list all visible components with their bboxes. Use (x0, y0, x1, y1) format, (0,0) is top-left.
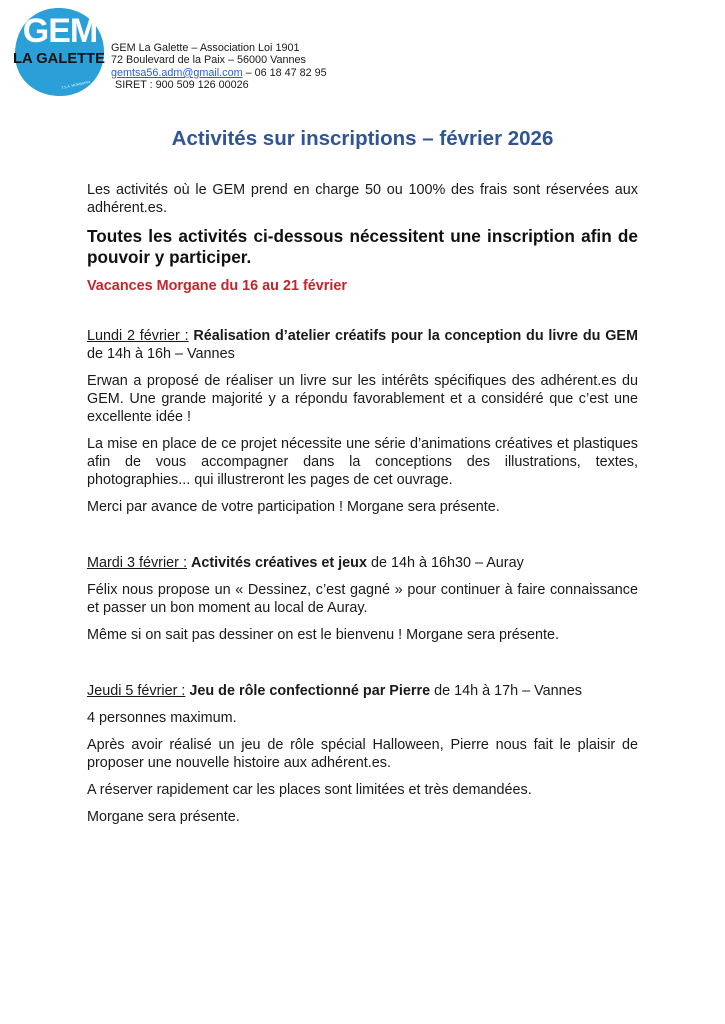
event-name: Jeu de rôle confectionné par Pierre (189, 683, 431, 699)
event-paragraph: Merci par avance de votre participation ! Morgane sera présente. (87, 499, 500, 515)
event-thursday (87, 682, 638, 826)
logo-tagline-text: T.S.A. MORBIHAN (61, 80, 91, 91)
org-contact-line (111, 67, 327, 79)
logo-la-galette-text: LA GALETTE (13, 51, 106, 67)
event-tuesday (87, 554, 638, 644)
phone-number: – 06 18 47 82 95 (242, 66, 327, 79)
event-monday (87, 327, 638, 516)
event-date: Lundi 2 février : (87, 328, 189, 344)
registration-notice: Toutes les activités ci-dessous nécessitent une inscription afin de pouvoir y participer. (87, 226, 638, 267)
logo-gem-text: GEM (22, 12, 98, 50)
event-paragraph: Félix nous propose un « Dessinez, c’est gagné » pour continuer à faire connaissance et passer un bon moment au local de Auray. (87, 582, 638, 616)
org-address-line: 72 Boulevard de la Paix – 56000 Vannes (111, 54, 306, 67)
event-paragraph: La mise en place de ce projet nécessite une série d’animations créatives et plastiques afin de vous accompagner dans la conceptions des illustrations, textes, photographies... qui illustreront les pages de cet ouvrage. (87, 436, 638, 488)
event-heading (87, 554, 638, 572)
event-heading (87, 327, 638, 363)
event-paragraph: 4 personnes maximum. (87, 710, 237, 726)
event-details: de 14h à 17h – Vannes (430, 683, 582, 699)
event-details: de 14h à 16h30 – Auray (366, 555, 524, 571)
organization-info (111, 42, 327, 92)
event-paragraph: Après avoir réalisé un jeu de rôle spécial Halloween, Pierre nous fait le plaisir de proposer une nouvelle histoire aux adhérent.es. (87, 737, 638, 771)
event-paragraph: Même si on sait pas dessiner on est le bienvenu ! Morgane sera présente. (87, 627, 559, 643)
page-title: Activités sur inscriptions – février 2026 (171, 127, 554, 150)
vacation-notice: Vacances Morgane du 16 au 21 février (87, 278, 347, 294)
siret-line: SIRET : 900 509 126 00026 (115, 79, 249, 92)
logo-graphic (12, 6, 106, 98)
event-date: Mardi 3 février : (87, 555, 187, 571)
event-date: Jeudi 5 février : (87, 683, 186, 699)
event-paragraph: A réserver rapidement car les places sont limitées et très demandées. (87, 782, 532, 798)
intro-paragraph: Les activités où le GEM prend en charge 50 ou 100% des frais sont réservées aux adhérent.es. (87, 182, 638, 216)
email-link[interactable]: gemtsa56.adm@gmail.com (111, 66, 243, 79)
event-details: de 14h à 16h – Vannes (87, 346, 235, 362)
document-body (87, 181, 638, 835)
event-paragraph: Morgane sera présente. (87, 809, 240, 825)
gem-la-galette-logo (12, 6, 106, 98)
event-name: Activités créatives et jeux (190, 555, 367, 571)
event-name: Réalisation d’atelier créatifs pour la conception du livre du GEM (193, 328, 638, 344)
event-heading (87, 682, 638, 700)
org-name-line: GEM La Galette – Association Loi 1901 (111, 42, 300, 54)
event-paragraph: Erwan a proposé de réaliser un livre sur les intérêts spécifiques des adhérent.es du GEM. Une grande majorité y a répondu favorablement et a considéré que c’est une excellente idée ! (87, 373, 638, 425)
